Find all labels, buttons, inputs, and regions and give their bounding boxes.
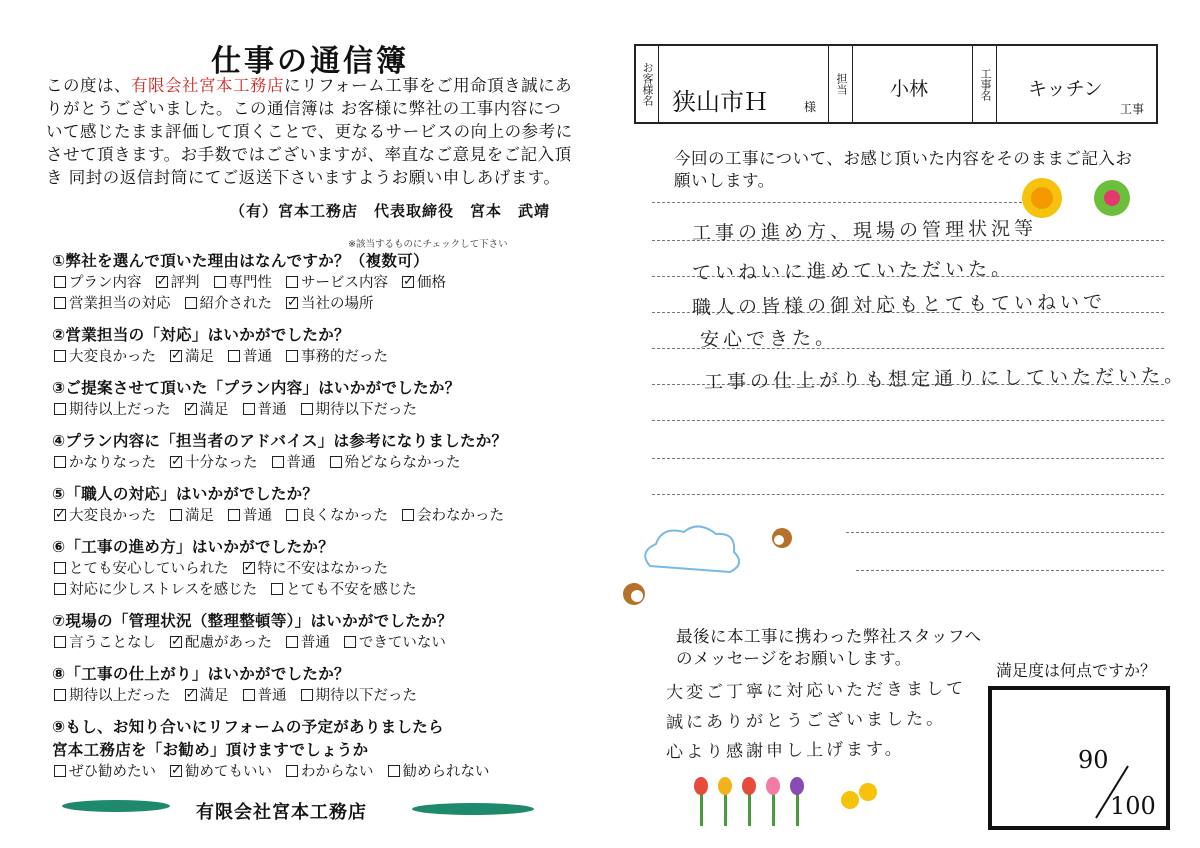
checkbox-icon[interactable]: [301, 689, 313, 701]
question-2: [52, 324, 572, 368]
checkbox-icon[interactable]: [228, 509, 240, 521]
option[interactable]: [54, 762, 156, 783]
page-title: 仕事の通信簿: [211, 44, 409, 79]
option[interactable]: [170, 762, 272, 783]
option[interactable]: [54, 273, 142, 294]
checkbox-icon[interactable]: [54, 456, 66, 468]
question-text: ⑦現場の「管理状況（整理整頓等）」はいかがでしたか？: [52, 612, 453, 630]
checkbox-checked-icon[interactable]: [185, 403, 197, 415]
question-5: [52, 483, 572, 527]
checkbox-icon[interactable]: [54, 276, 66, 288]
option[interactable]: [228, 506, 272, 527]
staff-name: 小林: [890, 78, 929, 100]
comment-line-4: 安心できた。: [699, 327, 839, 351]
question-list: [52, 250, 572, 783]
option-list: [52, 633, 572, 654]
checkbox-checked-icon[interactable]: [402, 276, 414, 288]
option-label: できていない: [358, 635, 446, 651]
option[interactable]: [54, 580, 257, 601]
checkbox-icon[interactable]: [54, 583, 66, 595]
checkbox-icon[interactable]: [344, 636, 356, 648]
option-list: [52, 453, 572, 474]
option[interactable]: [286, 347, 388, 368]
checkbox-icon[interactable]: [228, 350, 240, 362]
option-label: 普通: [257, 402, 287, 418]
option[interactable]: [402, 506, 504, 527]
cloud-icon: [645, 526, 739, 572]
intro-text: [46, 74, 576, 189]
option-list: [52, 506, 572, 527]
option[interactable]: [170, 453, 258, 474]
work-label: 工事名: [974, 46, 997, 122]
option-label: 期待以上だった: [69, 688, 171, 704]
option-label: 価格: [417, 275, 446, 291]
option-label: 当社の場所: [301, 296, 374, 312]
dash-line: [652, 458, 1164, 459]
option[interactable]: [54, 453, 156, 474]
work-suffix: 工事: [1120, 102, 1145, 116]
checkbox-checked-icon[interactable]: [156, 276, 168, 288]
intro-part2: にリフォーム工事をご用命頂き誠にありがとうございました。この通信簿は お客様に弊社の工事内容について感じたまま評価して頂くことで、更なるサービスの向上の参考にさせて頂きます。お手数ではございますが、率直なご意見をご記入頂き 同封の返信封筒にてご返送下さいますようお願い申しあげます。: [46, 76, 573, 187]
brush-stroke-right: [412, 803, 534, 815]
tulip-icon: [694, 777, 877, 826]
customer-name: 狭山市Ｈ: [672, 88, 768, 116]
checkbox-checked-icon[interactable]: [170, 636, 182, 648]
comment-line-1: 工事の進め方、現場の管理状況等: [691, 217, 1038, 245]
option[interactable]: [185, 400, 229, 421]
option-label: 特に不安はなかった: [257, 561, 388, 577]
option[interactable]: [54, 506, 156, 527]
message-line-1: 大変ご丁寧に対応いただきまして: [665, 678, 967, 704]
question-8: [52, 663, 572, 707]
checkbox-icon[interactable]: [54, 636, 66, 648]
question-text: ②営業担当の「対応」はいかがでしたか？: [52, 326, 350, 344]
checkbox-icon[interactable]: [286, 350, 298, 362]
dash-line: [652, 494, 1164, 495]
option-label: 期待以上だった: [69, 402, 171, 418]
option[interactable]: [170, 347, 214, 368]
option-label: 満足: [199, 688, 229, 704]
question-text: ③ご提案させて頂いた「プラン内容」はいかがでしたか？: [52, 379, 461, 397]
comment-line-3: 職人の皆様の御対応もとてもていねいで: [691, 291, 1107, 319]
option-label: とても不安を感じた: [286, 582, 417, 598]
option[interactable]: [286, 762, 374, 783]
cloud-bird-decoration: [636, 520, 806, 612]
option-label: 普通: [243, 349, 272, 365]
option[interactable]: [54, 559, 229, 580]
brush-stroke-left: [62, 800, 170, 812]
checkbox-icon[interactable]: [54, 765, 66, 777]
dash-line: [846, 532, 1164, 533]
staff-label: 担当: [830, 46, 853, 122]
question-1: [52, 250, 572, 315]
dash-line: [652, 202, 1022, 203]
option-label: 対応に少しストレスを感じた: [69, 582, 258, 598]
dash-line: [856, 570, 1164, 571]
option-label: 勧められない: [402, 764, 490, 780]
score-box: [988, 686, 1170, 830]
customer-suffix: 様: [804, 100, 817, 114]
score-value: 90: [1078, 746, 1109, 774]
bird-icon: [772, 528, 792, 548]
checkbox-icon[interactable]: [402, 509, 414, 521]
option[interactable]: [286, 273, 388, 294]
option-label: 大変良かった: [69, 349, 156, 365]
option[interactable]: [214, 273, 273, 294]
checkbox-checked-icon[interactable]: [170, 456, 182, 468]
option-label: 満足: [185, 349, 214, 365]
checkbox-icon[interactable]: [286, 765, 298, 777]
customer-label: お客様名: [636, 46, 659, 122]
message-line-2: 誠にありがとうございました。: [665, 709, 947, 733]
option[interactable]: [54, 633, 156, 654]
option-label: 期待以下だった: [315, 688, 417, 704]
option[interactable]: [344, 633, 446, 654]
option-label: 殆どならなかった: [344, 455, 461, 471]
checkbox-icon[interactable]: [272, 456, 284, 468]
option[interactable]: [272, 453, 316, 474]
option-label: 満足: [199, 402, 229, 418]
option[interactable]: [286, 294, 374, 315]
option[interactable]: [156, 273, 200, 294]
message-line-3: 心より感謝申し上げます。: [665, 739, 905, 763]
option-label: 営業担当の対応: [69, 296, 171, 312]
checkbox-icon[interactable]: [54, 297, 66, 309]
checkbox-icon[interactable]: [388, 765, 400, 777]
checkbox-checked-icon[interactable]: [243, 562, 255, 574]
checkbox-icon[interactable]: [286, 636, 298, 648]
checkbox-icon[interactable]: [286, 276, 298, 288]
option-label: 配慮があった: [185, 635, 272, 651]
header-table: [634, 44, 1158, 124]
option-list: [52, 559, 572, 601]
option[interactable]: [243, 686, 287, 707]
option-label: 事務的だった: [301, 349, 388, 365]
question-text: ⑤「職人の対応」はいかがでしたか？: [52, 485, 319, 503]
option-label: ぜひ勧めたい: [69, 764, 156, 780]
question-text: ④プラン内容に「担当者のアドバイス」は参考になりましたか？: [52, 432, 508, 450]
option[interactable]: [388, 762, 490, 783]
question-text: ①弊社を選んで頂いた理由はなんですか？（複数可）: [52, 252, 429, 270]
option[interactable]: [301, 400, 418, 421]
option-label: 言うことなし: [69, 635, 156, 651]
checkbox-checked-icon[interactable]: [170, 765, 182, 777]
option[interactable]: [170, 633, 272, 654]
checkbox-icon[interactable]: [330, 456, 342, 468]
option-list: [52, 400, 572, 421]
comment-line-2: ていねいに進めていただいた。: [691, 257, 1015, 285]
option-label: 普通: [257, 688, 287, 704]
option[interactable]: [54, 347, 156, 368]
footer-company: 有限会社宮本工務店: [196, 802, 367, 823]
option-label: 普通: [286, 455, 316, 471]
option-label: 評判: [170, 275, 200, 291]
option-label: 会わなかった: [417, 508, 504, 524]
work-name: キッチン: [1028, 78, 1103, 100]
checkbox-icon[interactable]: [243, 403, 255, 415]
option-label: わからない: [301, 764, 374, 780]
option[interactable]: [243, 400, 287, 421]
option-label: 紹介された: [199, 296, 272, 312]
checkbox-icon[interactable]: [214, 276, 226, 288]
bird-icon: [618, 578, 658, 612]
checkbox-icon[interactable]: [54, 689, 66, 701]
intro-company: 有限会社宮本工務店: [131, 76, 284, 95]
option-label: プラン内容: [69, 275, 142, 291]
message-prompt: 最後に本工事に携わった弊社スタッフへのメッセージをお願いします。: [676, 627, 982, 668]
option[interactable]: [330, 453, 461, 474]
question-9: [52, 716, 572, 783]
comment-line-5: 工事の仕上がりも想定通りにしていただいた。: [703, 364, 1188, 394]
score-question: 満足度は何点ですか？: [996, 661, 1157, 680]
option[interactable]: [185, 294, 273, 315]
checkbox-icon[interactable]: [54, 403, 66, 415]
checkbox-checked-icon[interactable]: [170, 350, 182, 362]
option[interactable]: [271, 580, 417, 601]
checkbox-checked-icon[interactable]: [185, 689, 197, 701]
check-note: ※該当するものにチェックして下さい: [348, 239, 508, 250]
option-label: 勧めてもいい: [185, 764, 272, 780]
option-label: 大変良かった: [69, 508, 156, 524]
question-text: ⑥「工事の進め方」はいかがでしたか？: [52, 538, 335, 556]
option-label: 普通: [243, 508, 272, 524]
option-label: 良くなかった: [301, 508, 388, 524]
checkbox-icon[interactable]: [271, 583, 283, 595]
comments-prompt: 今回の工事について、お感じ頂いた内容をそのままご記入お願いします。: [674, 149, 1133, 190]
checkbox-icon[interactable]: [54, 562, 66, 574]
checkbox-icon[interactable]: [170, 509, 182, 521]
option-label: かなりなった: [69, 455, 156, 471]
option-list: [52, 273, 572, 315]
checkbox-icon[interactable]: [286, 509, 298, 521]
question-6: [52, 536, 572, 601]
checkbox-icon[interactable]: [301, 403, 313, 415]
daisy-icon: [1094, 180, 1130, 216]
option-label: 十分なった: [185, 455, 258, 471]
option-list: [52, 762, 572, 783]
option[interactable]: [54, 686, 171, 707]
option[interactable]: [286, 506, 388, 527]
option-label: 専門性: [228, 275, 272, 291]
staff-cell: [830, 46, 973, 122]
option[interactable]: [228, 347, 272, 368]
question-text: ⑨もし、お知り合いにリフォームの予定がありましたら 宮本工務店を「お勧め」頂けますでしょうか: [52, 718, 444, 759]
option-label: とても安心していられた: [69, 561, 229, 577]
signature: （有）宮本工務店 代表取締役 宮本 武靖: [230, 202, 551, 220]
option[interactable]: [170, 506, 214, 527]
option[interactable]: [402, 273, 446, 294]
dash-line: [652, 420, 1164, 421]
option[interactable]: [301, 686, 418, 707]
question-3: [52, 377, 572, 421]
option[interactable]: [54, 294, 171, 315]
option[interactable]: [54, 400, 171, 421]
option-list: [52, 686, 572, 707]
option-label: 満足: [185, 508, 214, 524]
intro-part1: この度は、: [46, 76, 131, 95]
customer-cell: [636, 46, 829, 122]
checkbox-icon[interactable]: [185, 297, 197, 309]
option[interactable]: [185, 686, 229, 707]
option-label: サービス内容: [301, 275, 388, 291]
question-7: [52, 610, 572, 654]
tulip-decoration: [690, 770, 890, 830]
option-list: [52, 347, 572, 368]
checkbox-icon[interactable]: [243, 689, 255, 701]
checkbox-checked-icon[interactable]: [54, 509, 66, 521]
flower-decoration: [1020, 176, 1140, 222]
checkbox-checked-icon[interactable]: [286, 297, 298, 309]
question-text: ⑧「工事の仕上がり」はいかがでしたか？: [52, 665, 350, 683]
option[interactable]: [243, 559, 389, 580]
sunflower-icon: [1022, 178, 1062, 218]
option-label: 普通: [300, 635, 330, 651]
checkbox-icon[interactable]: [54, 350, 66, 362]
option[interactable]: [286, 633, 330, 654]
question-4: [52, 430, 572, 474]
score-max: 100: [1110, 792, 1156, 820]
option-label: 期待以下だった: [315, 402, 417, 418]
